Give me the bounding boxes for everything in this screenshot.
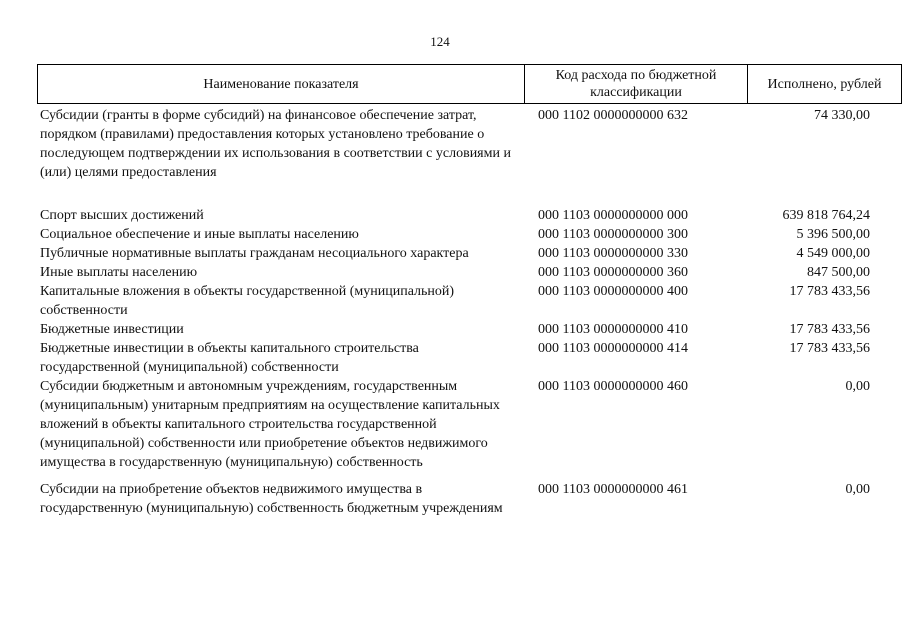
row-name: Субсидии (гранты в форме субсидий) на финансовое обеспечение затрат, порядком (правилами) предоставления которых установлено требование о последующем подтверждении их использования в соответствии с условиями и (или) целями предоставления [40,108,511,180]
row-code: 000 1103 0000000000 400 [538,284,688,299]
header-code: Код расхода по бюджетной классификации [525,65,748,104]
row-code: 000 1103 0000000000 330 [538,246,688,261]
row-amount: 0,00 [845,379,870,394]
row-name: Социальное обеспечение и иные выплаты населению [40,227,359,242]
table-row [37,206,874,225]
row-name: Субсидии бюджетным и автономным учреждениям, государственным (муниципальным) унитарным предприятиям на осуществление капитальных вложений в объекты капитального строительства государственной (муниципальной) собственности или приобретение объектов недвижимого имущества в государственную (муниципальную) собственность [40,379,500,470]
row-amount: 639 818 764,24 [782,208,870,223]
row-code: 000 1103 0000000000 360 [538,265,688,280]
row-name: Бюджетные инвестиции в объекты капитального строительства государственной (муниципальной) собственности [40,341,419,375]
row-code: 000 1103 0000000000 410 [538,322,688,337]
row-name: Субсидии на приобретение объектов недвижимого имущества в государственную (муниципальную) собственность бюджетным учреждениям [40,482,503,516]
row-code: 000 1103 0000000000 300 [538,227,688,242]
table-header [37,64,902,104]
table-row [37,106,874,182]
header-amount: Исполнено, рублей [748,65,902,104]
row-amount: 17 783 433,56 [789,322,870,337]
table-row [37,339,874,377]
table-row [37,263,874,282]
row-code: 000 1103 0000000000 461 [538,482,688,497]
row-name: Капитальные вложения в объекты государственной (муниципальной) собственности [40,284,455,318]
table-row [37,480,874,518]
row-code: 000 1103 0000000000 000 [538,208,688,223]
table-body [37,106,874,518]
row-amount: 847 500,00 [807,265,870,280]
table-row [37,377,874,472]
header-name: Наименование показателя [38,65,525,104]
row-code: 000 1102 0000000000 632 [538,108,688,123]
table-row [37,244,874,263]
row-amount: 5 396 500,00 [796,227,870,242]
row-code: 000 1103 0000000000 414 [538,341,688,356]
row-amount: 17 783 433,56 [789,284,870,299]
table-row [37,320,874,339]
table-row [37,225,874,244]
table-row [37,282,874,320]
row-amount: 74 330,00 [814,108,870,123]
row-amount: 17 783 433,56 [789,341,870,356]
row-amount: 4 549 000,00 [796,246,870,261]
row-name: Иные выплаты населению [40,265,198,280]
page-number: 124 [430,34,450,49]
row-name: Публичные нормативные выплаты гражданам несоциального характера [40,246,469,261]
row-name: Бюджетные инвестиции [40,322,184,337]
row-amount: 0,00 [845,482,870,497]
row-name: Спорт высших достижений [40,208,204,223]
row-code: 000 1103 0000000000 460 [538,379,688,394]
